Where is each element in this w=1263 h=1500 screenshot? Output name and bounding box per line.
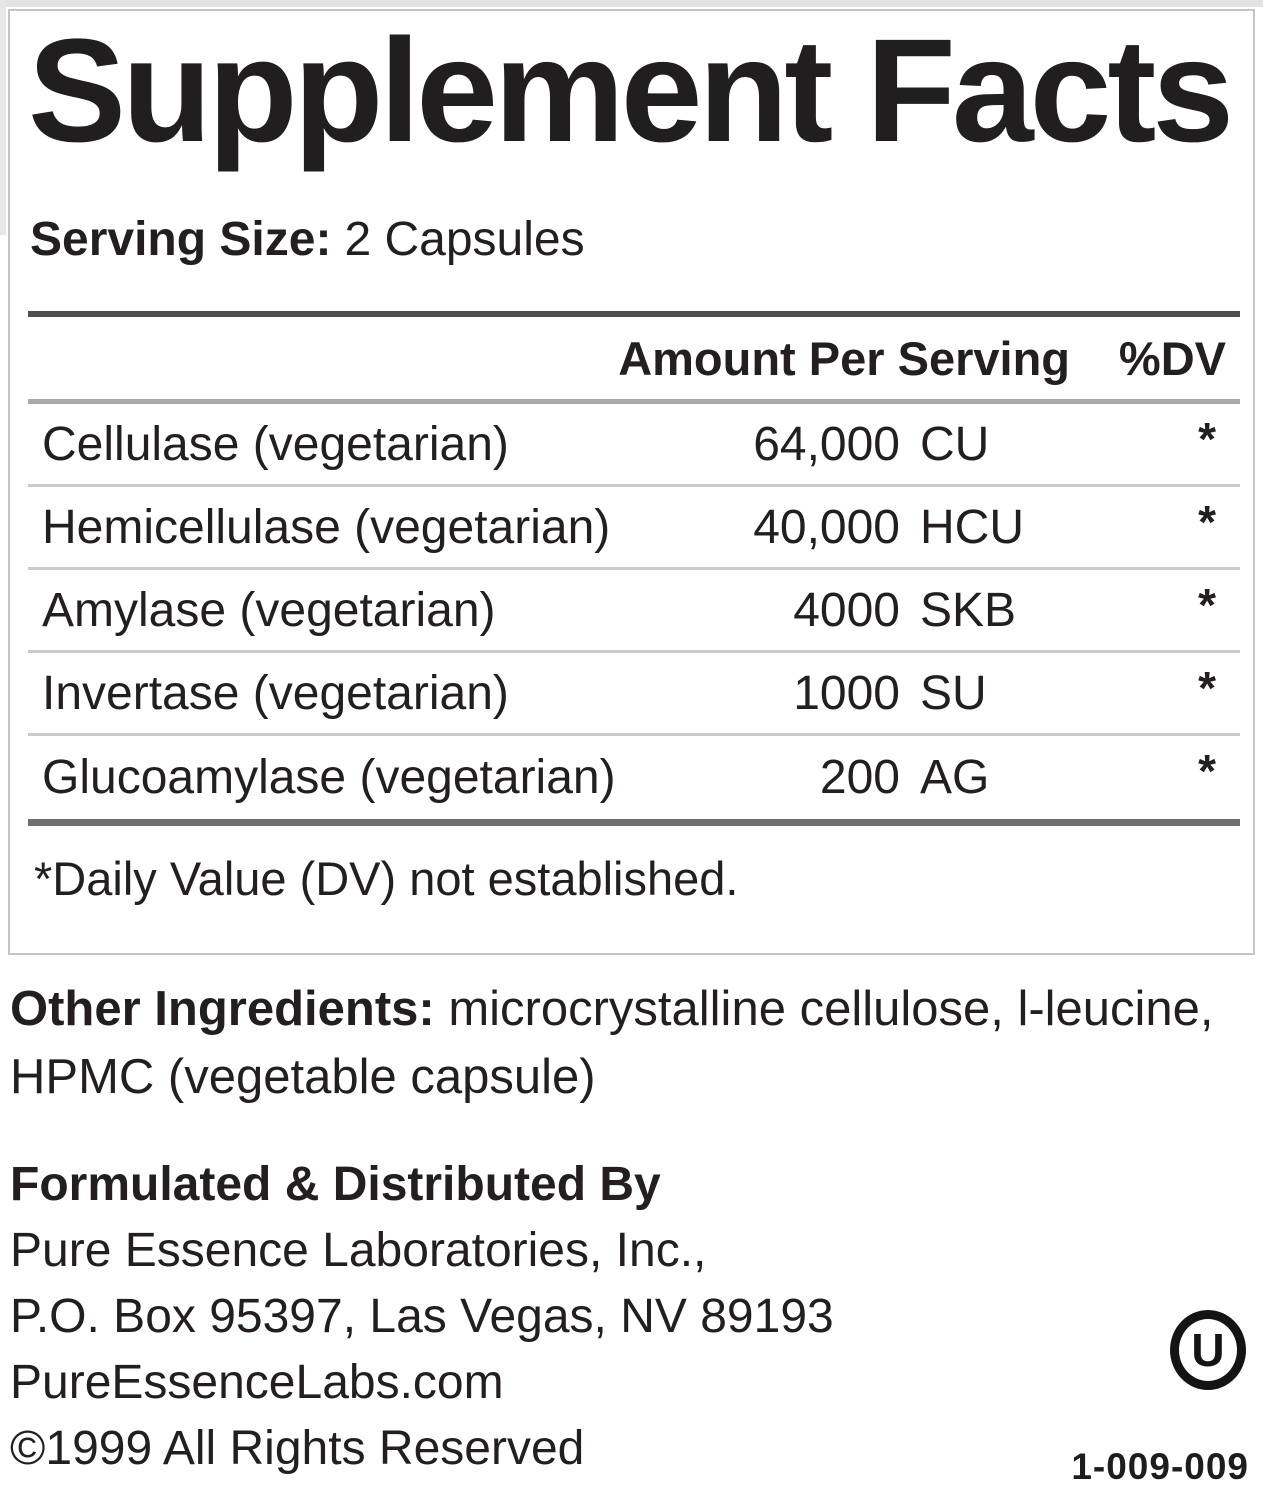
- dv-asterisk: *: [1198, 745, 1216, 797]
- other-ingredients-line2: HPMC (vegetable capsule): [10, 1050, 596, 1104]
- supplement-facts-title: Supplement Facts: [28, 9, 1231, 173]
- distributor-website: PureEssenceLabs.com: [10, 1356, 504, 1409]
- distributor-section: [10, 1152, 834, 1482]
- table-row: [28, 653, 1240, 736]
- amount-value: 4000: [793, 583, 900, 637]
- serving-size-row: [30, 211, 585, 269]
- amount-cell: [710, 750, 1070, 805]
- table-row: [28, 570, 1240, 653]
- amount-cell: [710, 417, 1070, 472]
- distributor-heading: Formulated & Distributed By: [10, 1158, 661, 1211]
- amount-unit: AG: [920, 751, 990, 804]
- amount-cell: [710, 500, 1070, 555]
- dv-asterisk: *: [1198, 496, 1216, 548]
- table-row: [28, 487, 1240, 570]
- amount-cell: [710, 583, 1070, 638]
- amount-per-serving-header: Amount Per Serving: [618, 331, 1070, 385]
- other-ingredients-text: microcrystalline cellulose, l-leucine,: [434, 982, 1214, 1036]
- ingredient-name: Cellulase (vegetarian): [42, 417, 509, 471]
- table-row: [28, 404, 1240, 487]
- dv-header: %DV: [1118, 331, 1226, 385]
- product-code: 1-009-009: [1071, 1446, 1249, 1487]
- kosher-ou-letter: U: [1191, 1324, 1225, 1376]
- amount-unit: CU: [920, 417, 990, 471]
- amount-unit: HCU: [920, 500, 1024, 554]
- serving-size-value: 2 Capsules: [344, 213, 585, 266]
- scan-edge-left: [0, 0, 6, 235]
- kosher-ou-icon: [1170, 1310, 1246, 1390]
- ingredient-name: Invertase (vegetarian): [42, 666, 509, 720]
- dv-asterisk: *: [1198, 579, 1216, 631]
- amount-value: 200: [819, 751, 900, 804]
- amount-unit: SKB: [920, 583, 1017, 637]
- amount-value: 40,000: [753, 500, 900, 554]
- distributor-copyright: ©1999 All Rights Reserved: [10, 1422, 585, 1475]
- other-ingredients-label: Other Ingredients:: [10, 982, 435, 1036]
- ingredient-name: Hemicellulase (vegetarian): [42, 500, 611, 554]
- serving-size-label: Serving Size:: [30, 213, 332, 266]
- ingredient-name: Amylase (vegetarian): [42, 583, 496, 637]
- dv-footnote: *Daily Value (DV) not established.: [34, 852, 739, 905]
- amount-cell: [710, 666, 1070, 721]
- amount-value: 64,000: [753, 417, 900, 471]
- amount-value: 1000: [793, 666, 900, 720]
- other-ingredients-line1: [10, 975, 1258, 1043]
- table-header-row: [28, 317, 1240, 399]
- supplement-facts-panel: [8, 9, 1255, 955]
- amount-unit: SU: [920, 666, 987, 720]
- distributor-company: Pure Essence Laboratories, Inc.,: [10, 1224, 707, 1277]
- ingredient-name: Glucoamylase (vegetarian): [42, 751, 616, 804]
- distributor-address: P.O. Box 95397, Las Vegas, NV 89193: [10, 1290, 834, 1343]
- table-row: [28, 736, 1240, 819]
- other-ingredients-section: [10, 975, 1258, 1111]
- dv-asterisk: *: [1198, 413, 1216, 465]
- dv-asterisk: *: [1198, 662, 1216, 714]
- table-bottom-rule: [28, 819, 1240, 826]
- facts-table: [28, 311, 1240, 906]
- scan-edge-top: [0, 0, 1263, 7]
